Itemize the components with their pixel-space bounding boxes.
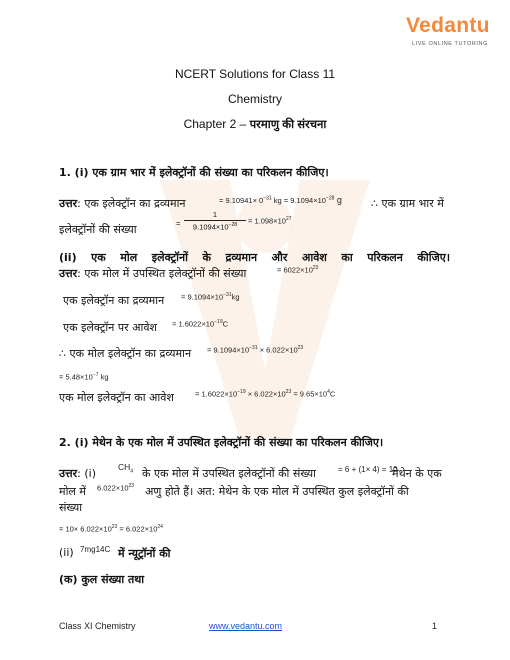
lm-val: = 9.1094×10 [181, 292, 224, 302]
label-mole-charge: एक मोल इलेक्ट्रॉन का आवेश [59, 391, 174, 404]
expr2-base: 6.022×10 [97, 483, 129, 493]
lmc-val2: × 6.022×10 [245, 389, 286, 399]
q2-ii-prefix: (ii) [59, 546, 74, 559]
lc-unit: C [222, 319, 229, 329]
m1: = 9.10941× 0 [219, 196, 264, 205]
lmm-val2: × 6.022×10 [257, 345, 298, 355]
label-mole-mass: ∴ एक मोल इलेक्ट्रॉन का द्रव्यमान [59, 347, 192, 360]
q2-ans-text2-start: मोल में [59, 485, 86, 498]
document-title: NCERT Solutions for Class 11 [174, 67, 336, 81]
ii-m1-sup: 23 [312, 265, 319, 271]
frac-result-base: = 1.098×10 [248, 216, 286, 226]
q2-ans-text1-end: मेथेन के एक [392, 467, 442, 480]
value-electron-charge [172, 319, 228, 329]
answer-label: उत्तर [59, 197, 78, 210]
lc-sup: −19 [214, 319, 223, 325]
q1-fraction [184, 210, 246, 232]
footer-class: Class XI Chemistry [59, 621, 136, 631]
value-mole-charge [195, 389, 335, 399]
value-mole-mass [207, 345, 303, 355]
label-electron-mass: एक इलेक्ट्रॉन का द्रव्यमान [63, 294, 165, 307]
ii-m1: = 6022×10 [277, 265, 313, 275]
frac-num: 1 [212, 210, 218, 219]
q2-ii-text: में न्यूट्रॉनों की [118, 547, 171, 560]
lmm-sup2: 23 [297, 345, 304, 351]
question-1-ii: (ii) एक मोल इलेक्ट्रॉनों के द्रव्यमान और आवेश का परिकलन कीजिए। [59, 251, 450, 264]
lmr-val: = 5.48×10 [59, 372, 93, 382]
q1-ii-ans-text: : एक मोल में उपस्थित इलेक्ट्रॉनों की संख्या [77, 267, 247, 280]
answer-label-2: उत्तर [59, 267, 78, 280]
q1-answer-line1 [59, 196, 186, 211]
res-base: = 10× 6.022×10 [59, 524, 112, 534]
q2-result [59, 524, 163, 534]
frac-den [184, 222, 246, 232]
q2-ans-text2-end: अणु होते हैं। अत: मेथेन के एक मोल में उपस्थित कुल इलेक्ट्रॉनों की [145, 485, 409, 498]
m1c: g [334, 195, 342, 205]
q2-ii-formula: 7mg14C [80, 545, 111, 554]
ch4-sub: 4 [130, 468, 134, 475]
chapter-name: परमाणु की संरचना [249, 119, 327, 131]
value-mole-mass-result [59, 372, 109, 382]
answer-label-3: उत्तर [59, 467, 78, 480]
footer-link[interactable]: www.vedantu.com [209, 621, 283, 631]
frac-den-sup: −28 [228, 222, 238, 228]
q2-expr2 [97, 483, 134, 493]
ch4-base: CH [118, 462, 131, 472]
chapter-heading [0, 117, 510, 132]
footer-page-number: 1 [432, 621, 438, 631]
lmr-unit: kg [98, 372, 109, 382]
res2-sup: 24 [157, 524, 163, 530]
logo-tagline: LIVE ONLINE TUTORING [412, 41, 488, 47]
q1-ans-line2: इलेक्ट्रॉनों की संख्या [59, 223, 137, 236]
lmr-sup: −7 [92, 372, 99, 378]
value-electron-mass [181, 292, 240, 302]
q1-ii-m1 [277, 265, 318, 275]
res2-base: = 6.022×10 [117, 524, 158, 534]
frac-result-sup: 27 [285, 216, 292, 222]
m1-sup: −31 [263, 195, 272, 202]
res-sup: 23 [111, 524, 118, 530]
frac-eq: = [176, 219, 181, 228]
frac-result [248, 216, 292, 226]
m1b-sup: −28 [325, 195, 335, 202]
q2-ii-ka: (क) कुल संख्या तथा [59, 573, 145, 586]
question-2: 2. (i) मेथेन के एक मोल में उपस्थित इलेक्ट्रॉनों की संख्या का परिकलन कीजिए। [59, 436, 384, 449]
q2-ans-text1: के एक मोल में उपस्थित इलेक्ट्रॉनों की संख्या [142, 467, 316, 480]
label-electron-charge: एक इलेक्ट्रॉन पर आवेश [63, 321, 157, 334]
lmc-sup2: 23 [285, 389, 292, 395]
lmm-val: = 9.1094×10 [207, 345, 250, 355]
m1b: kg = 9.1094×10 [271, 196, 326, 205]
lmc-unit: C [329, 389, 336, 399]
lm-sup: −31 [223, 292, 232, 298]
lc-val: = 1.6022×10 [172, 319, 215, 329]
lmc-sup3: 4 [327, 389, 330, 395]
expr2-sup: 23 [128, 483, 135, 489]
lmc-val3: = 9.65×10 [291, 389, 328, 399]
lmc-val: = 1.6022×10 [195, 389, 238, 399]
q1-ans-line1-end: ∴ एक ग्राम भार में [371, 197, 444, 210]
q2-expr1: = 6 + (1× 4) = 10 [338, 465, 398, 474]
lmm-sup: −31 [249, 345, 258, 351]
lm-unit: kg [231, 292, 240, 302]
q2-ans-text3: संख्या [59, 501, 83, 514]
chapter-prefix: Chapter 2 – [183, 117, 250, 131]
logo-wordmark: Vedantu [406, 14, 490, 37]
document-subject: Chemistry [227, 92, 282, 106]
ch4-formula [118, 462, 133, 475]
frac-line [184, 220, 246, 221]
q1-ii-answer [59, 266, 246, 281]
q1-ans-text1: : एक इलेक्ट्रॉन का द्रव्यमान [77, 197, 186, 210]
question-1: 1. (i) एक ग्राम भार में इलेक्ट्रॉनों की संख्या का परिकलन कीजिए। [59, 166, 329, 179]
q2-ans-start [59, 466, 96, 481]
q2-ans-i: : (i) [77, 467, 96, 480]
q1-mass-expr [219, 195, 342, 205]
lmc-sup: −19 [237, 389, 246, 395]
vedantu-logo[interactable] [406, 14, 498, 48]
frac-den-base: 9.1094×10 [192, 222, 229, 232]
